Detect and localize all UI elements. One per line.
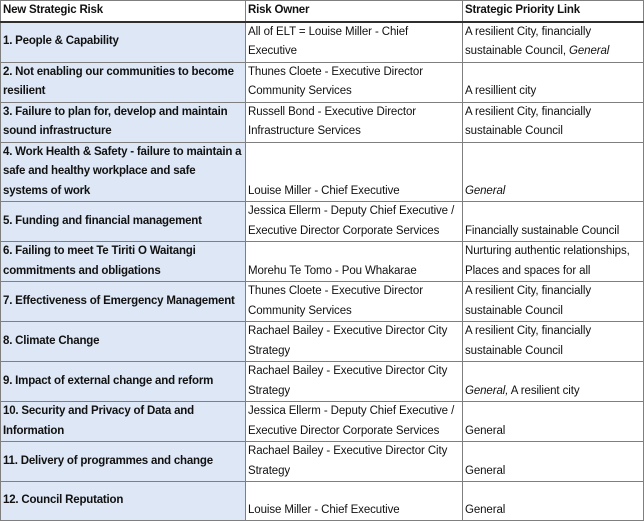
priority-link-cell <box>463 142 644 202</box>
risk-cell: 8. Climate Change <box>1 322 246 362</box>
priority-link-cell <box>463 242 644 282</box>
table-row <box>1 242 644 282</box>
owner-cell: Louise Miller - Chief Executive <box>246 482 463 521</box>
priority-link-cell <box>463 22 644 63</box>
priority-link-text: A resilient City, financially sustainable Council <box>465 105 591 137</box>
risk-cell: 6. Failing to meet Te Tiriti O Waitangi commitments and obligations <box>1 242 246 282</box>
risk-cell: 2. Not enabling our communities to become resilient <box>1 62 246 102</box>
risk-cell: 12. Council Reputation <box>1 482 246 521</box>
priority-link-cell <box>463 402 644 442</box>
priority-link-text: A resilient City, financially sustainable Council, <box>465 25 591 57</box>
risk-cell: 5. Funding and financial management <box>1 202 246 242</box>
priority-link-cell <box>463 62 644 102</box>
risk-cell: 3. Failure to plan for, develop and maintain sound infrastructure <box>1 102 246 142</box>
owner-cell: Rachael Bailey - Executive Director City Strategy <box>246 322 463 362</box>
table-row <box>1 362 644 402</box>
risk-cell: 11. Delivery of programmes and change <box>1 442 246 482</box>
header-risk: New Strategic Risk <box>1 1 246 22</box>
table-row <box>1 102 644 142</box>
risk-cell: 4. Work Health & Safety - failure to maintain a safe and healthy workplace and safe systems of work <box>1 142 246 202</box>
owner-cell: Morehu Te Tomo - Pou Whakarae <box>246 242 463 282</box>
table-row <box>1 202 644 242</box>
priority-link-italic: General, <box>465 384 509 397</box>
header-link: Strategic Priority Link <box>463 1 644 22</box>
priority-link-text: A resillient city <box>465 85 537 97</box>
table-row <box>1 282 644 322</box>
table-row <box>1 142 644 202</box>
owner-cell: Jessica Ellerm - Deputy Chief Executive / Executive Director Corporate Services <box>246 202 463 242</box>
priority-link-cell <box>463 202 644 242</box>
priority-link-text: General <box>465 424 506 437</box>
priority-link-cell <box>463 362 644 402</box>
table-row <box>1 442 644 482</box>
risk-cell: 1. People & Capability <box>1 22 246 63</box>
priority-link-text: A resilient city <box>508 384 580 397</box>
priority-link-cell <box>463 322 644 362</box>
table-row <box>1 62 644 102</box>
risk-cell: 10. Security and Privacy of Data and Information <box>1 402 246 442</box>
table-row <box>1 482 644 521</box>
priority-link-text: General <box>465 464 506 477</box>
header-row <box>1 1 644 22</box>
priority-link-cell <box>463 442 644 482</box>
owner-cell: Louise Miller - Chief Executive <box>246 142 463 202</box>
priority-link-cell <box>463 102 644 142</box>
risk-cell: 9. Impact of external change and reform <box>1 362 246 402</box>
priority-link-text: Nurturing authentic relationships, Places and spaces for all <box>465 245 630 277</box>
priority-link-text: A resilient City, financially sustainable Council <box>465 325 591 357</box>
owner-cell: Thunes Cloete - Executive Director Community Services <box>246 62 463 102</box>
risk-cell: 7. Effectiveness of Emergency Management <box>1 282 246 322</box>
priority-link-italic: General <box>569 45 610 57</box>
owner-cell: All of ELT = Louise Miller - Chief Executive <box>246 22 463 63</box>
owner-cell: Jessica Ellerm - Deputy Chief Executive / Executive Director Corporate Services <box>246 402 463 442</box>
owner-cell: Thunes Cloete - Executive Director Community Services <box>246 282 463 322</box>
table-row <box>1 22 644 63</box>
owner-cell: Russell Bond - Executive Director Infrastructure Services <box>246 102 463 142</box>
table-row <box>1 322 644 362</box>
priority-link-italic: General <box>465 184 506 197</box>
header-owner: Risk Owner <box>246 1 463 22</box>
owner-cell: Rachael Bailey - Executive Director City Strategy <box>246 362 463 402</box>
owner-cell: Rachael Bailey - Executive Director City Strategy <box>246 442 463 482</box>
priority-link-text: General <box>465 503 506 516</box>
priority-link-cell <box>463 282 644 322</box>
priority-link-text: Financially sustainable Council <box>465 224 620 237</box>
priority-link-cell <box>463 482 644 521</box>
table-row <box>1 402 644 442</box>
priority-link-text: A resilient City, financially sustainable Council <box>465 285 591 317</box>
